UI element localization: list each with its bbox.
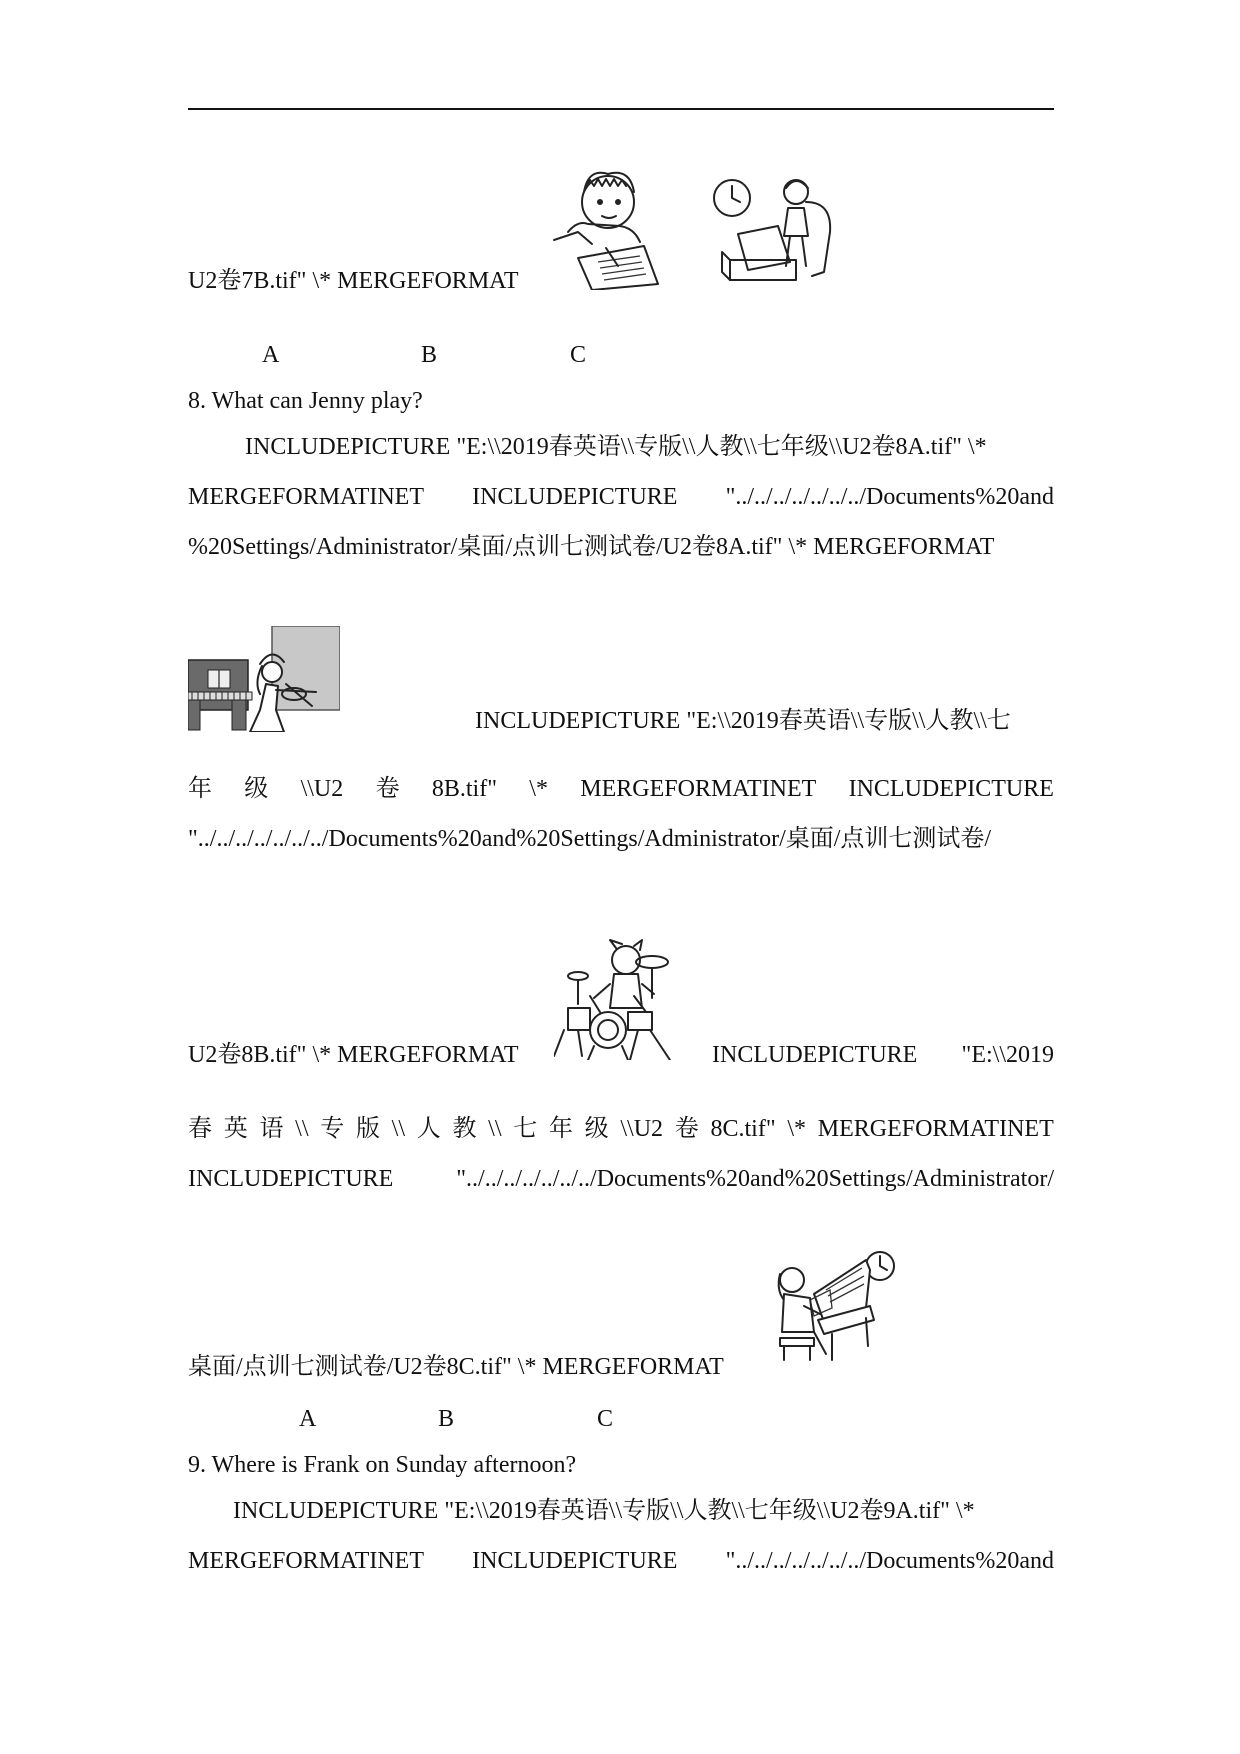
boy-writing-picture <box>548 162 670 290</box>
field-code-8b-line2: 年 级 \\U2 卷 8B.tif" \* MERGEFORMATINET INCLUDEPICTURE <box>188 776 1054 802</box>
option-c-label: C <box>570 342 587 368</box>
field-code-8c-line2: 春 英 语 \\ 专 版 \\ 人 教 \\ 七 年 级 \\U2 卷 8C.tif" \* MERGEFORMATINET <box>188 1116 1054 1142</box>
header-rule <box>188 108 1054 110</box>
question-8: 8. What can Jenny play? <box>188 388 423 414</box>
field-code-8a-line3: %20Settings/Administrator/桌面/点训七测试卷/U2卷8A.tif" \* MERGEFORMAT <box>188 534 995 560</box>
field-code-8a-line1: INCLUDEPICTURE "E:\\2019春英语\\专版\\人教\\七年级\\U2卷8A.tif" \* <box>245 434 987 460</box>
field-code-8a-line2: MERGEFORMATINET INCLUDEPICTURE "../../../../../../../Documents%20and <box>188 484 1054 510</box>
field-code-9a-line2: MERGEFORMATINET INCLUDEPICTURE "../../../../../../../Documents%20and <box>188 1548 1054 1574</box>
field-code-8c-line4: 桌面/点训七测试卷/U2卷8C.tif" \* MERGEFORMAT <box>188 1354 724 1380</box>
field-code-9a-line1: INCLUDEPICTURE "E:\\2019春英语\\专版\\人教\\七年级\\U2卷9A.tif" \* <box>233 1498 975 1524</box>
girl-violin-piano-picture <box>188 626 340 732</box>
girl-drums-picture <box>554 938 672 1060</box>
field-code-8b-line3: "../../../../../../../Documents%20and%20Settings/Administrator/桌面/点训七测试卷/ <box>188 826 992 852</box>
field-code-8b-line1: INCLUDEPICTURE "E:\\2019春英语\\专版\\人教\\七 <box>475 708 1011 734</box>
field-code-8b-line4: U2卷8B.tif" \* MERGEFORMAT <box>188 1042 519 1068</box>
option-a-label-2: A <box>299 1406 317 1432</box>
option-a-label: A <box>262 342 280 368</box>
question-9: 9. Where is Frank on Sunday afternoon? <box>188 1452 577 1478</box>
girl-piano-clock-picture <box>774 1250 896 1364</box>
option-b-label-2: B <box>438 1406 455 1432</box>
text-7b-fragment: U2卷7B.tif" \* MERGEFORMAT <box>188 268 519 294</box>
field-code-8c-line3: INCLUDEPICTURE "../../../../../../../Documents%20and%20Settings/Administrator/ <box>188 1166 1054 1192</box>
option-b-label: B <box>421 342 438 368</box>
option-c-label-2: C <box>597 1406 614 1432</box>
boy-watching-tv-picture <box>712 172 836 288</box>
field-code-8c-line1: INCLUDEPICTURE "E:\\2019 <box>712 1042 1054 1068</box>
